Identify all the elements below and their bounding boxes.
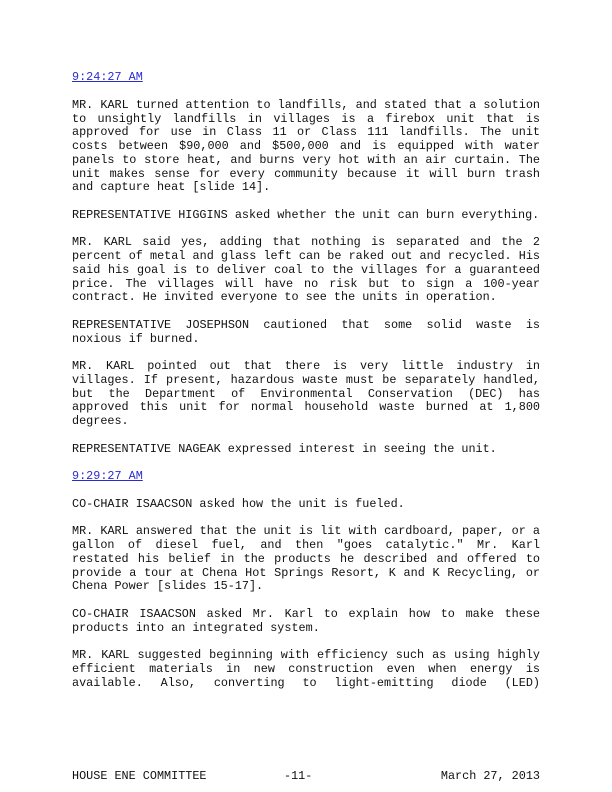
paragraph: MR. KARL turned attention to landfills, and stated that a solution to unsightly landfills in villages is a firebox unit that is approved for use in Class 11 or Class 111 landfills. The unit costs between $90,000 and $500,000 and is equipped with water panels to store heat, and burns very hot with an air curtain. The unit makes sense for every community because it will burn trash and capture heat [slide 14].: [72, 97, 540, 195]
paragraph: MR. KARL suggested beginning with efficiency such as using highly efficient materials in new construction even when energy is available. Also, converting to light-emitting diode (LED): [72, 648, 540, 690]
paragraph: CO-CHAIR ISAACSON asked Mr. Karl to explain how to make these products into an integrated system.: [72, 606, 540, 635]
paragraph: MR. KARL answered that the unit is lit with cardboard, paper, or a gallon of diesel fuel, and then "goes catalytic." Mr. Karl restated his belief in the products he described and offered to provide a tour at Chena Hot Springs Resort, K and K Recycling, or Chena Power [slides 15-17].: [72, 524, 540, 594]
paragraph: MR. KARL said yes, adding that nothing is separated and the 2 percent of metal and glass left can be raked out and recycled. His said his goal is to deliver coal to the villages for a guaranteed price. The villages will have no risk but to sign a 100-year contract. He invited everyone to see the units in operation.: [72, 235, 540, 305]
timestamp-link[interactable]: 9:24:27 AM: [72, 70, 143, 84]
footer-date: March 27, 2013: [440, 769, 540, 783]
paragraph: REPRESENTATIVE NAGEAK expressed interest in seeing the unit.: [72, 441, 497, 456]
paragraph: REPRESENTATIVE HIGGINS asked whether the unit can burn everything.: [72, 207, 540, 222]
paragraph: REPRESENTATIVE JOSEPHSON cautioned that some solid waste is noxious if burned.: [72, 317, 540, 346]
page-footer: [72, 770, 540, 784]
document-page: [72, 71, 540, 704]
footer-committee: HOUSE ENE COMMITTEE: [72, 769, 207, 783]
paragraph: MR. KARL pointed out that there is very little industry in villages. If present, hazardous waste must be separately handled, but the Department of Environmental Conservation (DEC) has approved this unit for normal household waste burned at 1,800 degrees.: [72, 359, 540, 428]
paragraph: CO-CHAIR ISAACSON asked how the unit is fueled.: [72, 496, 405, 511]
footer-page-number: -11-: [284, 769, 313, 783]
timestamp-link[interactable]: 9:29:27 AM: [72, 469, 143, 483]
